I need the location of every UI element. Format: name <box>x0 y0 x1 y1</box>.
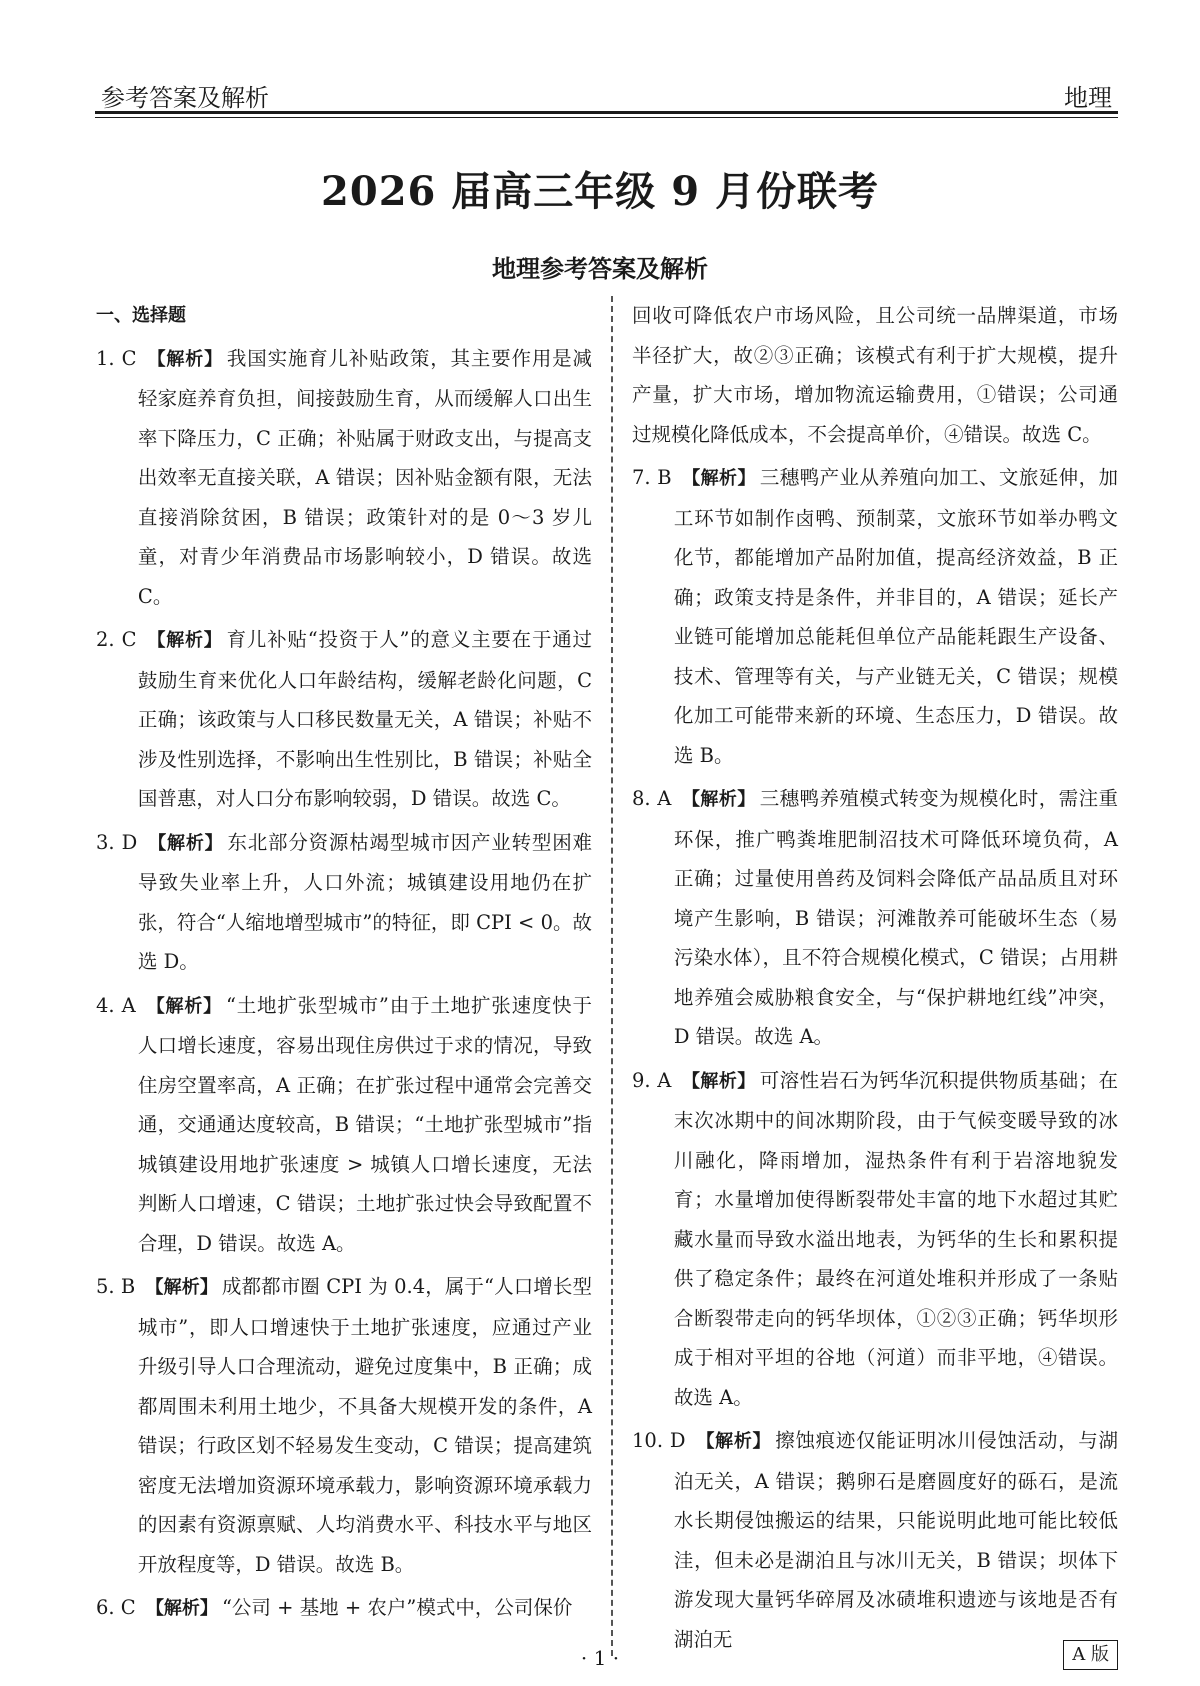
answer-continuation: 回收可降低农户市场风险，且公司统一品牌渠道，市场半径扩大，故②③正确；该模式有利于扩大规模，提升产量，扩大市场，增加物流运输费用，①错误；公司通过规模化降低成本，不会提高单价，④错误。故选 C。 <box>632 304 1118 446</box>
analysis-tag: 【解析】 <box>147 348 223 370</box>
header-subject-label: 地理 <box>1064 84 1112 112</box>
answer-number: 9. A <box>632 1068 672 1092</box>
page-header <box>95 74 1118 110</box>
answer-item <box>96 620 592 819</box>
analysis-tag: 【解析】 <box>146 995 222 1017</box>
answer-text: 育儿补贴“投资于人”的意义主要在于通过鼓励生育来优化人口年龄结构，缓解老龄化问题，C 正确；该政策与人口移民数量无关，A 错误；补贴不涉及性别选择，不影响出生性别比，B 错误；补贴全国普惠，对人口分布影响较弱，D 错误。故选 C。 <box>137 628 592 810</box>
section-heading: 一、选择题 <box>96 305 186 326</box>
analysis-tag: 【解析】 <box>682 468 756 489</box>
answer-text: 我国实施育儿补贴政策，其主要作用是减轻家庭养育负担，间接鼓励生育，从而缓解人口出生率下降压力，C 正确；补贴属于财政支出，与提高支出效率无直接关联，A 错误；因补贴金额有限，无法直接消除贫困，B 错误；政策针对的是 0～3 岁儿童，对青少年消费品市场影响较小，D 错误。故选 C。 <box>137 346 592 608</box>
answer-text: 擦蚀痕迹仅能证明冰川侵蚀活动，与湖泊无关，A 错误；鹅卵石是磨圆度好的砾石，是流水长期侵蚀搬运的结果，只能说明此地可能比较低洼，但未必是湖泊且与冰川无关，B 错误；坝体下游发现大量钙华碎屑及冰碛堆积遗迹与该地是否有湖泊无 <box>673 1429 1118 1651</box>
analysis-tag: 【解析】 <box>147 630 223 651</box>
document-subtitle: 地理参考答案及解析 <box>492 255 708 283</box>
page-number: · 1 · <box>580 1646 620 1670</box>
left-column <box>96 296 592 1633</box>
answer-number: 3. D <box>96 830 138 854</box>
answer-item <box>96 1588 592 1629</box>
analysis-tag: 【解析】 <box>145 1277 218 1298</box>
answer-item <box>96 1267 592 1584</box>
version-badge: A 版 <box>1063 1640 1118 1670</box>
answer-number: 2. C <box>96 628 137 651</box>
analysis-tag: 【解析】 <box>681 1070 756 1092</box>
analysis-tag: 【解析】 <box>148 832 224 854</box>
header-rule-thick <box>95 111 1118 114</box>
column-divider <box>611 296 613 1656</box>
answer-item <box>96 986 592 1264</box>
answer-text: “土地扩张型城市”由于土地扩张速度快于人口增长速度，容易出现住房供过于求的情况，导致住房空置率高，A 正确；在扩张过程中通常会完善交通，交通通达度较高，B 错误；“土地扩张型城市”指城镇建设用地扩张速度 > 城镇人口增长速度，无法判断人口增速，C 错误；土地扩张过快会导致配置不合理，D 错误。故选 A。 <box>137 993 592 1255</box>
answer-number: 4. A <box>96 993 136 1017</box>
answer-item <box>632 1421 1118 1659</box>
analysis-tag: 【解析】 <box>696 1431 772 1452</box>
answer-number: 1. C <box>96 346 137 370</box>
header-rule-thin <box>95 117 1118 118</box>
header-left-label: 参考答案及解析 <box>101 84 269 112</box>
answer-item <box>632 779 1118 1057</box>
right-column <box>632 296 1118 1663</box>
right-answer-list <box>632 458 1118 1659</box>
answer-number: 8. A <box>632 787 672 810</box>
answer-number: 5. B <box>96 1275 136 1298</box>
answer-item <box>632 458 1118 775</box>
answer-number: 10. D <box>632 1429 686 1452</box>
answer-text: “公司 + 基地 + 农户”模式中，公司保价 <box>221 1596 573 1619</box>
document-title: 2026 届高三年级 9 月份联考 <box>321 168 879 215</box>
analysis-tag: 【解析】 <box>681 789 756 810</box>
answer-item <box>96 339 592 617</box>
answer-item <box>632 1061 1118 1418</box>
answer-item <box>96 823 592 982</box>
answer-number: 7. B <box>632 466 672 489</box>
answer-text: 三穗鸭产业从养殖向加工、文旅延伸，加工环节如制作卤鸭、预制菜，文旅环节如举办鸭文化节，都能增加产品附加值，提高经济效益，B 正确；政策支持是条件，并非目的，A 错误；延长产业链可能增加总能耗但单位产品能耗跟生产设备、技术、管理等有关，与产业链无关，C 错误；规模化加工可能带来新的环境、生态压力，D 错误。故选 B。 <box>673 466 1119 767</box>
left-answer-list <box>96 339 592 1629</box>
answer-number: 6. C <box>96 1596 136 1619</box>
answer-text: 东北部分资源枯竭型城市因产业转型困难导致失业率上升，人口外流；城镇建设用地仍在扩张，符合“人缩地增型城市”的特征，即 CPI < 0。故选 D。 <box>137 830 592 973</box>
analysis-tag: 【解析】 <box>145 1598 218 1619</box>
answer-text: 成都都市圈 CPI 为 0.4，属于“人口增长型城市”，即人口增速快于土地扩张速度，应通过产业升级引导人口合理流动，避免过度集中，B 正确；成都周围未利用土地少，不具备大规模开发的条件，A 错误；行政区划不轻易发生变动，C 错误；提高建筑密度无法增加资源环境承载力，影响资源环境承载力的因素有资源禀赋、人均消费水平、科技水平与地区开放程度等，D 错误。故选 B。 <box>137 1275 592 1576</box>
answer-text: 可溶性岩石为钙华沉积提供物质基础；在末次冰期中的间冰期阶段，由于气候变暖导致的冰川融化，降雨增加，湿热条件有利于岩溶地貌发育；水量增加使得断裂带处丰富的地下水超过其贮藏水量而导致水溢出地表，为钙华的生长和累积提供了稳定条件；最终在河道处堆积并形成了一条贴合断裂带走向的钙华坝体，①②③正确；钙华坝形成于相对平坦的谷地（河道）而非平地，④错误。故选 A。 <box>673 1068 1119 1409</box>
answer-text: 三穗鸭养殖模式转变为规模化时，需注重环保，推广鸭粪堆肥制沼技术可降低环境负荷，A 正确；过量使用兽药及饲料会降低产品品质且对环境产生影响，B 错误；河滩散养可能破坏生态（易污染水体），且不符合规模化模式，C 错误；占用耕地养殖会威胁粮食安全，与“保护耕地红线”冲突，D 错误。故选 A。 <box>673 787 1119 1048</box>
